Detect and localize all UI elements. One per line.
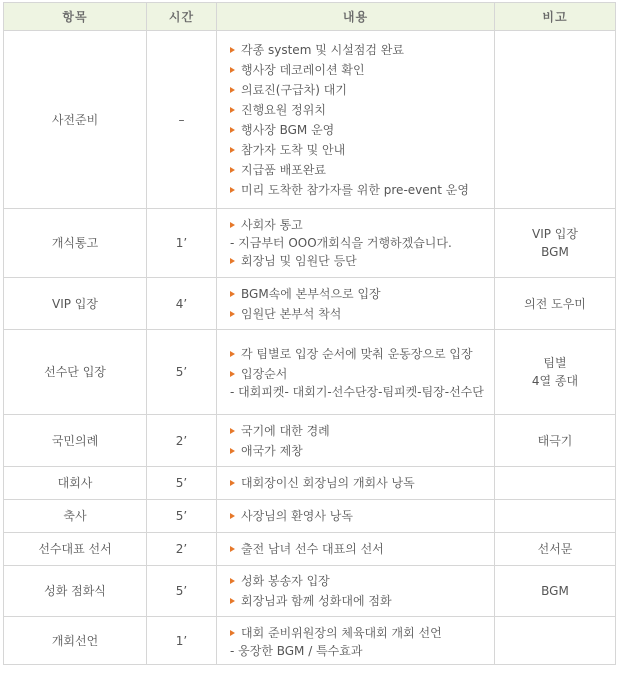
bullet-text: 참가자 도착 및 안내 [241, 142, 346, 157]
content-bullet-item [230, 180, 488, 200]
bullet-text: 지급품 배포완료 [241, 162, 326, 177]
table-row [4, 533, 616, 566]
bullet-text: 사회자 통고 [241, 218, 303, 232]
bullet-text: 미리 도착한 참가자를 위한 pre-event 운영 [241, 182, 469, 197]
note-text: VIP 입장 BGM [532, 227, 578, 259]
content-bullet-item [230, 623, 488, 659]
row-note-cell [495, 209, 616, 278]
row-time-cell: 1’ [147, 617, 217, 665]
bullet-text: 회장님 및 임원단 등단 [241, 254, 357, 268]
row-time-cell: 1’ [147, 209, 217, 278]
bullet-text: 대회장이신 회장님의 개회사 낭독 [241, 476, 415, 490]
orange-triangle-bullet-icon [230, 546, 235, 552]
bullet-subtext: - 웅장한 BGM / 특수효과 [230, 643, 363, 658]
row-note-cell [495, 415, 616, 467]
orange-triangle-bullet-icon [230, 167, 235, 173]
bullet-text: 회장님과 함께 성화대에 점화 [241, 594, 392, 608]
orange-triangle-bullet-icon [230, 598, 235, 604]
content-bullet-item [230, 344, 488, 364]
row-item-cell: VIP 입장 [4, 278, 147, 330]
bullet-text: 입장순서 [241, 367, 288, 381]
table-row [4, 209, 616, 278]
bullet-text: 국기에 대한 경례 [241, 423, 330, 438]
table-row [4, 566, 616, 617]
table-row [4, 415, 616, 467]
bullet-text: 출전 남녀 선수 대표의 선서 [241, 542, 384, 556]
bullet-text: 성화 봉송자 입장 [241, 574, 330, 588]
bullet-subtext: - 대회피켓- 대회기-선수단장-팀피켓-팀장-선수단 [230, 385, 484, 399]
row-time-cell: – [147, 31, 217, 209]
table-row [4, 278, 616, 330]
content-bullet-item [230, 421, 488, 441]
header-item: 항목 [4, 3, 147, 31]
note-text: 선서문 [537, 542, 573, 556]
note-text: BGM [541, 584, 569, 598]
row-time-cell: 5’ [147, 330, 217, 415]
table-header-row [4, 3, 616, 31]
row-time-cell: 4’ [147, 278, 217, 330]
content-bullet-item [230, 591, 488, 611]
row-content-cell [217, 617, 495, 665]
orange-triangle-bullet-icon [230, 147, 235, 153]
row-time-cell: 5’ [147, 500, 217, 533]
row-note-cell [495, 617, 616, 665]
row-item-cell: 축사 [4, 500, 147, 533]
content-bullet-item [230, 120, 488, 140]
row-note-cell [495, 31, 616, 209]
bullet-text: 행사장 BGM 운영 [241, 122, 335, 137]
row-item-cell: 국민의례 [4, 415, 147, 467]
content-bullet-item [230, 473, 488, 493]
bullet-text: 의료진(구급차) 대기 [241, 82, 347, 97]
row-content-cell [217, 467, 495, 500]
bullet-text: 각종 system 및 시설점검 완료 [241, 42, 404, 57]
bullet-text: BGM속에 본부석으로 입장 [241, 286, 381, 301]
row-item-cell: 개회선언 [4, 617, 147, 665]
table-row [4, 467, 616, 500]
row-content-cell [217, 415, 495, 467]
table-body [4, 31, 616, 665]
content-bullet-item [230, 539, 488, 559]
table-row [4, 31, 616, 209]
content-bullet-item [230, 506, 488, 526]
content-bullet-item [230, 160, 488, 180]
header-note: 비고 [495, 3, 616, 31]
bullet-subtext: - 지금부터 OOO개회식을 거행하겠습니다. [230, 236, 452, 250]
row-item-cell: 사전준비 [4, 31, 147, 209]
bullet-text: 진행요원 정위치 [241, 102, 326, 117]
orange-triangle-bullet-icon [230, 480, 235, 486]
row-content-cell [217, 500, 495, 533]
note-text: 태극기 [537, 433, 573, 448]
orange-triangle-bullet-icon [230, 222, 235, 228]
content-bullet-item [230, 284, 488, 304]
row-content-cell [217, 330, 495, 415]
schedule-table-wrapper [3, 2, 615, 665]
orange-triangle-bullet-icon [230, 578, 235, 584]
content-bullet-item [230, 571, 488, 591]
bullet-text: 임원단 본부석 착석 [241, 306, 342, 321]
orange-triangle-bullet-icon [230, 351, 235, 357]
row-note-cell [495, 566, 616, 617]
ceremony-schedule-table [3, 2, 616, 665]
table-row [4, 617, 616, 665]
row-time-cell: 2’ [147, 533, 217, 566]
row-note-cell [495, 330, 616, 415]
orange-triangle-bullet-icon [230, 291, 235, 297]
note-text: 팀별 4열 종대 [531, 356, 579, 388]
bullet-text: 행사장 데코레이션 확인 [241, 62, 365, 77]
orange-triangle-bullet-icon [230, 67, 235, 73]
table-row [4, 330, 616, 415]
row-note-cell [495, 500, 616, 533]
orange-triangle-bullet-icon [230, 127, 235, 133]
header-time: 시간 [147, 3, 217, 31]
row-time-cell: 5’ [147, 566, 217, 617]
row-item-cell: 선수단 입장 [4, 330, 147, 415]
content-bullet-item [230, 364, 488, 400]
orange-triangle-bullet-icon [230, 371, 235, 377]
bullet-text: 대회 준비위원장의 체육대회 개회 선언 [241, 625, 442, 640]
orange-triangle-bullet-icon [230, 187, 235, 193]
orange-triangle-bullet-icon [230, 258, 235, 264]
row-time-cell: 5’ [147, 467, 217, 500]
bullet-text: 애국가 제창 [241, 443, 303, 458]
table-row [4, 500, 616, 533]
orange-triangle-bullet-icon [230, 311, 235, 317]
bullet-text: 각 팀별로 입장 순서에 맞춰 운동장으로 입장 [241, 347, 473, 361]
row-time-cell: 2’ [147, 415, 217, 467]
orange-triangle-bullet-icon [230, 630, 235, 636]
content-bullet-item [230, 100, 488, 120]
row-item-cell: 대회사 [4, 467, 147, 500]
row-item-cell: 개식통고 [4, 209, 147, 278]
row-note-cell [495, 278, 616, 330]
content-bullet-item [230, 441, 488, 461]
orange-triangle-bullet-icon [230, 428, 235, 434]
row-content-cell [217, 533, 495, 566]
row-note-cell [495, 467, 616, 500]
content-bullet-item [230, 140, 488, 160]
orange-triangle-bullet-icon [230, 107, 235, 113]
note-text: 의전 도우미 [524, 296, 586, 311]
row-note-cell [495, 533, 616, 566]
content-bullet-item [230, 215, 488, 251]
content-bullet-item [230, 40, 488, 60]
row-content-cell [217, 31, 495, 209]
bullet-text: 사장님의 환영사 낭독 [241, 509, 353, 523]
orange-triangle-bullet-icon [230, 87, 235, 93]
orange-triangle-bullet-icon [230, 448, 235, 454]
row-item-cell: 성화 점화식 [4, 566, 147, 617]
header-content: 내용 [217, 3, 495, 31]
row-content-cell [217, 566, 495, 617]
row-content-cell [217, 209, 495, 278]
orange-triangle-bullet-icon [230, 47, 235, 53]
row-content-cell [217, 278, 495, 330]
content-bullet-item [230, 80, 488, 100]
content-bullet-item [230, 304, 488, 324]
row-item-cell: 선수대표 선서 [4, 533, 147, 566]
content-bullet-item [230, 60, 488, 80]
content-bullet-item [230, 251, 488, 271]
orange-triangle-bullet-icon [230, 513, 235, 519]
